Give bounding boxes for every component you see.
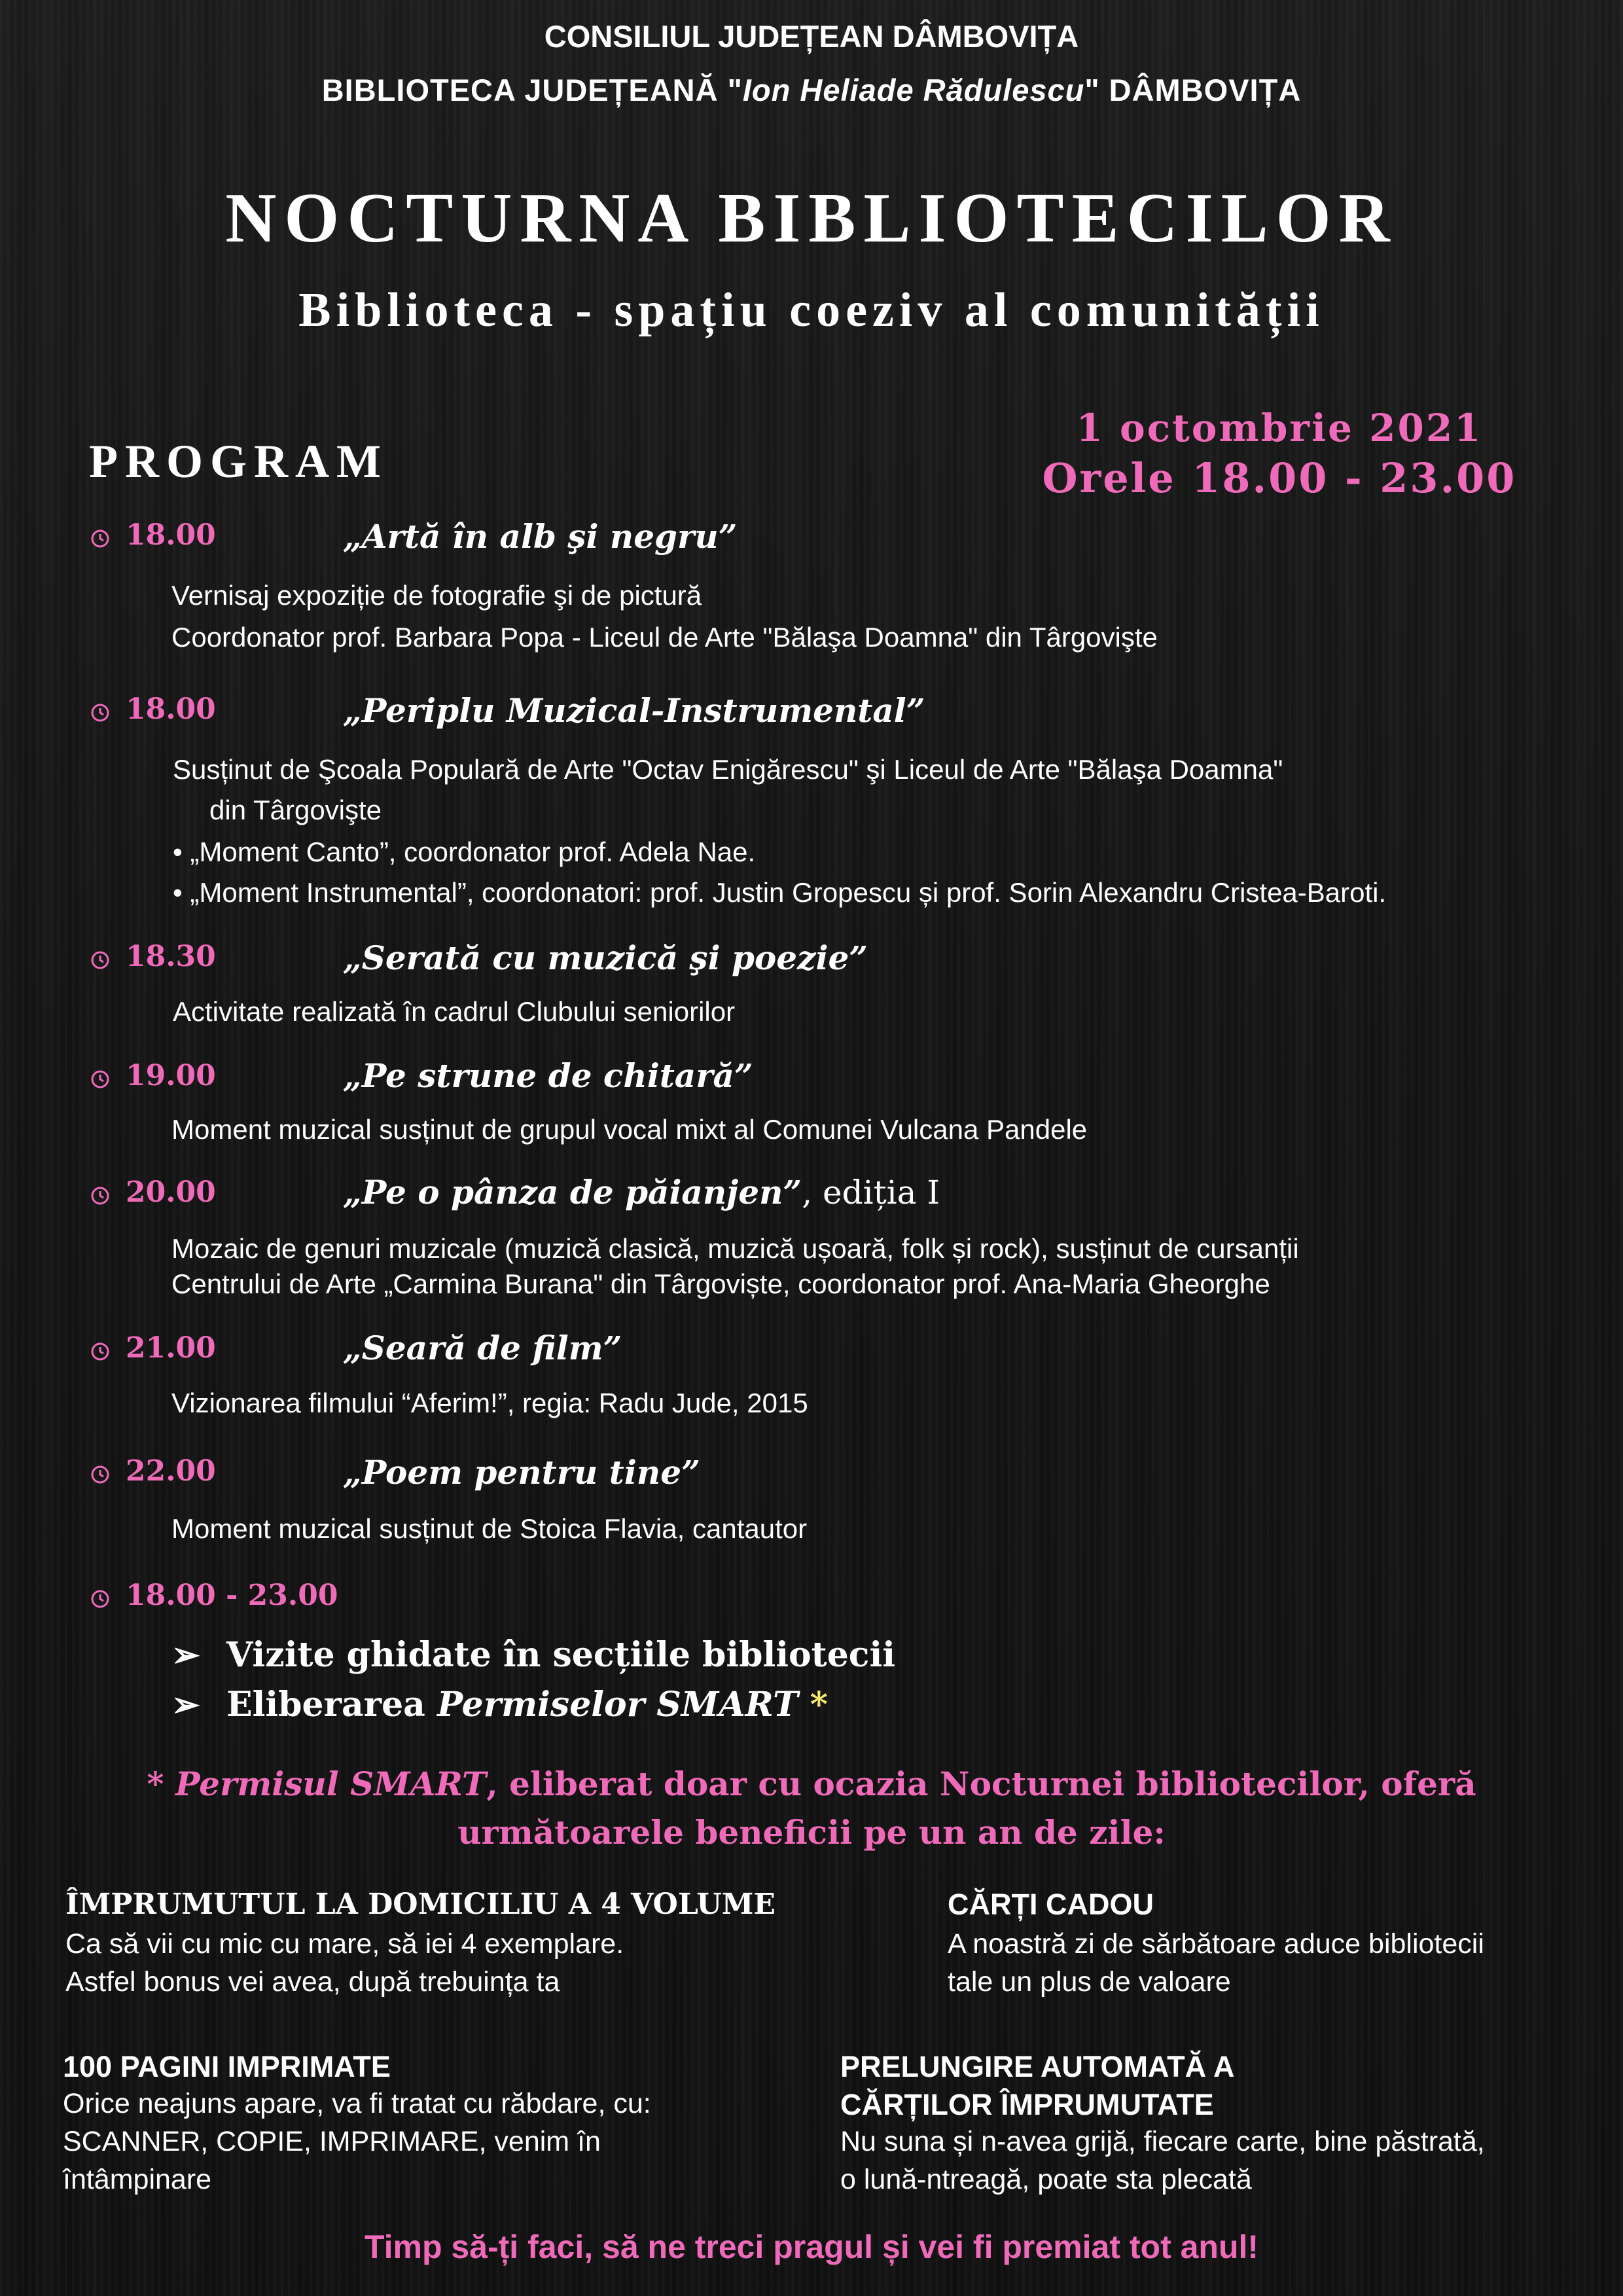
event-time: 18.00 - 23.00: [126, 1579, 338, 1612]
footer-slogan: Timp să-ți faci, să ne treci pragul și vei fi premiat tot anul!: [364, 2229, 1259, 2265]
event-time: 22.00: [126, 1454, 216, 1488]
event-description: din Târgovişte: [209, 795, 382, 825]
event-time: 18.00: [126, 518, 216, 552]
program-heading: PROGRAM: [89, 435, 388, 488]
library-name: [0, 72, 1623, 108]
event-name: „Periplu Muzical-Instrumental”: [343, 691, 925, 730]
event-name: [343, 1173, 940, 1211]
event-description: Moment muzical susținut de grupul vocal mixt al Comunei Vulcana Pandele: [171, 1114, 1088, 1145]
benefit-title: ÎMPRUMUTUL LA DOMICILIU A 4 VOLUME: [65, 1888, 776, 1921]
clock-icon: [90, 1465, 110, 1484]
event-description: Vizionarea filmului “Aferim!”, regia: Radu Jude, 2015: [171, 1388, 808, 1418]
council-name: CONSILIUL JUDEȚEAN DÂMBOVIȚA: [544, 19, 1079, 54]
clock-icon: [90, 1342, 110, 1361]
note-italic: Permisul SMART: [175, 1765, 487, 1803]
benefit-text: Astfel bonus vei avea, după trebuința ta: [65, 1966, 560, 1998]
benefit-text: Nu suna și n-avea grijă, fiecare carte, bine păstrată,: [840, 2126, 1485, 2157]
event-title: NOCTURNA BIBLIOTECILOR: [225, 179, 1398, 257]
event-time: 18.00: [126, 692, 216, 726]
note-text: , eliberat doar cu ocazia Nocturnei bibliotecilor, oferă: [486, 1765, 1476, 1803]
bullet-guided-tours: [171, 1635, 895, 1675]
library-name-suffix: " DÂMBOVIȚA: [1084, 73, 1302, 107]
benefit-text: Ca să vii cu mic cu mare, să iei 4 exemplare.: [65, 1928, 624, 1960]
event-description: Moment muzical susținut de Stoica Flavia, cantautor: [171, 1513, 808, 1544]
event-description: Activitate realizată în cadrul Clubului seniorilor: [173, 996, 736, 1027]
benefit-title: 100 PAGINI IMPRIMATE: [63, 2050, 391, 2083]
benefit-title: CĂRȚI CADOU: [948, 1888, 1154, 1921]
event-hours: Orele 18.00 - 23.00: [1042, 454, 1517, 502]
event-name: „Seară de film”: [343, 1329, 622, 1367]
event-name-text: „Pe o pânza de păianjen”: [343, 1173, 802, 1211]
benefit-title: CĂRȚILOR ÎMPRUMUTATE: [840, 2088, 1214, 2121]
event-description: Centrului de Arte „Carmina Burana" din Târgoviște, coordonator prof. Ana-Maria Gheorghe: [171, 1268, 1270, 1299]
benefit-text: întâmpinare: [63, 2164, 212, 2195]
smart-note-line1: [0, 1765, 1623, 1803]
event-edition: , ediția I: [802, 1174, 940, 1211]
benefit-text: tale un plus de valoare: [948, 1966, 1231, 1998]
benefit-text: SCANNER, COPIE, IMPRIMARE, venim în: [63, 2126, 601, 2157]
library-name-prefix: BIBLIOTECA JUDEȚEANĂ ": [321, 73, 743, 107]
event-description: • „Moment Instrumental”, coordonatori: prof. Justin Gropescu și prof. Sorin Alexandru Cristea-Baroti.: [173, 877, 1387, 908]
clock-icon: [90, 703, 110, 723]
note-star: *: [147, 1765, 175, 1803]
library-name-patron: Ion Heliade Rădulescu: [742, 73, 1085, 107]
event-name: „Artă în alb şi negru”: [343, 517, 738, 556]
event-description: Susținut de Şcoala Populară de Arte "Octav Enigărescu" şi Liceul de Arte "Bălaşa Doamna": [173, 754, 1283, 785]
bullet-text: Eliberarea: [226, 1685, 437, 1725]
event-time: 21.00: [126, 1331, 216, 1365]
event-name: „Poem pentru tine”: [343, 1453, 700, 1492]
event-name: „Pe strune de chitară”: [343, 1056, 753, 1095]
bullet-smart-permits: [171, 1685, 828, 1725]
benefit-text: Orice neajuns apare, va fi tratat cu răbdare, cu:: [63, 2088, 651, 2119]
benefit-text: A noastră zi de sărbătoare aduce bibliotecii: [948, 1928, 1484, 1960]
bullet-text: Vizite ghidate în secțiile bibliotecii: [226, 1635, 895, 1675]
event-time: 19.00: [126, 1059, 216, 1092]
asterisk-mark: *: [798, 1685, 828, 1725]
event-description: Coordonator prof. Barbara Popa - Liceul de Arte "Bălaşa Doamna" din Târgovişte: [171, 622, 1158, 653]
event-description: Vernisaj expoziție de fotografie şi de pictură: [171, 580, 702, 611]
event-name: „Serată cu muzică şi poezie”: [343, 939, 868, 977]
event-description: • „Moment Canto”, coordonator prof. Adela Nae.: [173, 836, 756, 867]
clock-icon: [90, 529, 110, 548]
benefit-text: o lună-ntreagă, poate sta plecată: [840, 2164, 1252, 2195]
clock-icon: [90, 950, 110, 970]
arrow-icon: ➢: [171, 1635, 200, 1675]
event-subtitle: Biblioteca - spațiu coeziv al comunității: [298, 283, 1325, 337]
clock-icon: [90, 1186, 110, 1206]
clock-icon: [90, 1069, 110, 1089]
event-description: Mozaic de genuri muzicale (muzică clasică, muzică ușoară, folk și rock), susținut de cursanții: [171, 1233, 1299, 1264]
clock-icon: [90, 1589, 110, 1609]
event-time: 20.00: [126, 1175, 216, 1209]
arrow-icon: ➢: [171, 1685, 200, 1725]
event-time: 18.30: [126, 940, 216, 973]
event-date: 1 octombrie 2021: [1076, 406, 1483, 450]
smart-note-line2: următoarele beneficii pe un an de zile:: [457, 1813, 1166, 1852]
benefit-title: PRELUNGIRE AUTOMATĂ A: [840, 2050, 1235, 2083]
bullet-text-italic: Permiselor SMART: [437, 1685, 798, 1725]
